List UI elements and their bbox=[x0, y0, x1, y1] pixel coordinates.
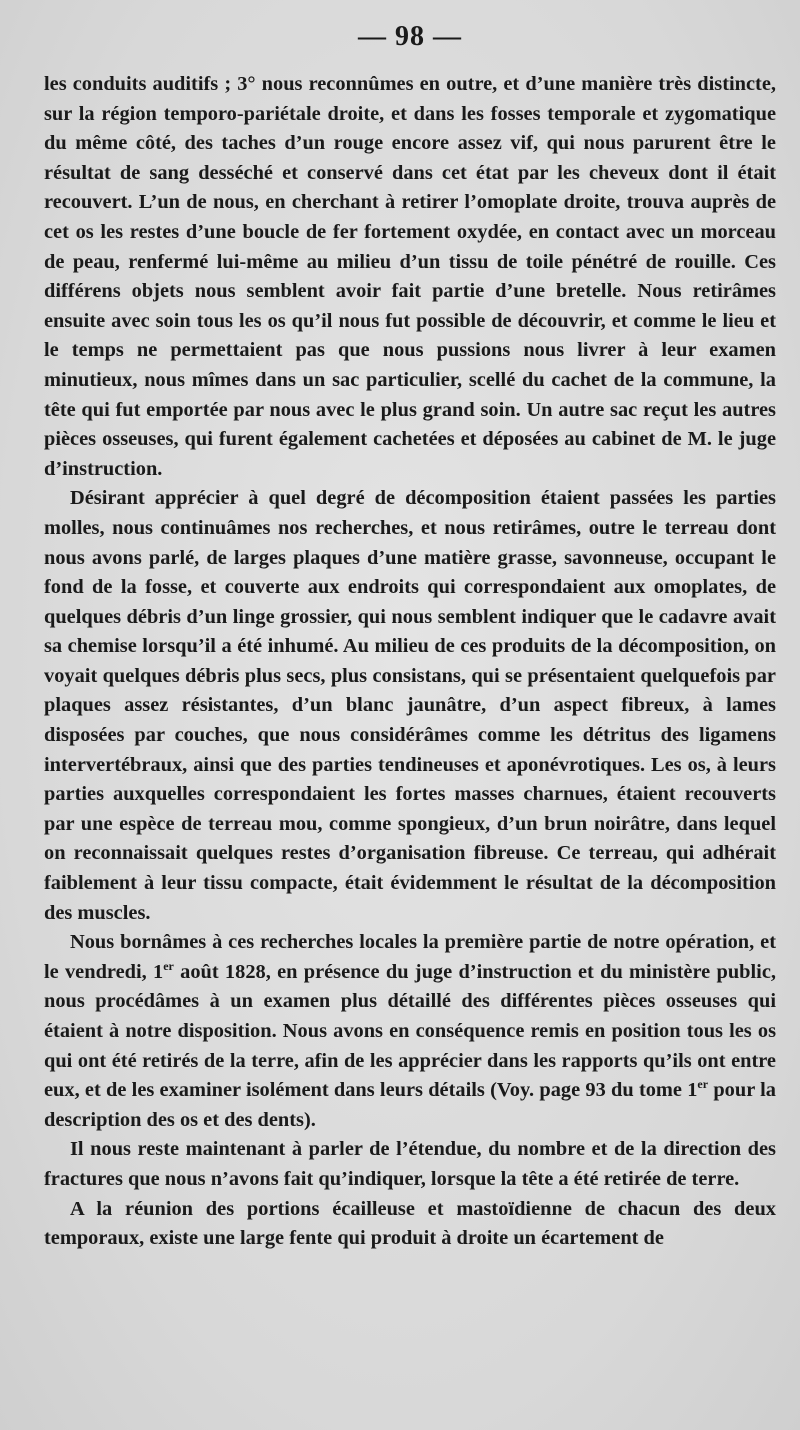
paragraph-5: A la réunion des portions écailleuse et mastoïdienne de chacun des deux temporaux, existe une large fente qui produit à droite un écartement de bbox=[44, 1197, 776, 1250]
ordinal-suffix: er bbox=[697, 1077, 709, 1092]
paragraph-3: Nous bornâmes à ces recherches locales la première partie de notre opération, et le vendredi, 1er août 1828, en présence du juge d’instruction et du ministère public, nous procédâmes à un examen plus détaillé des différentes pièces osseuses qui étaient à notre disposition. Nous avons en conséquence remis en position tous les os qui ont été retirés de la terre, afin de les apprécier dans les rapports qu’ils ont entre eux, et de les examiner isolément dans leurs détails (Voy. page 93 du tome 1er pour la description des os et des dents). bbox=[44, 931, 776, 1131]
paragraph-1: les conduits auditifs ; 3° nous reconnûmes en outre, et d’une manière très distincte, sur la région temporo-pariétale droite, et dans les fosses temporale et zygomatique du même côté, des taches d’un rouge encore assez vif, qui nous parurent être le résultat de sang desséché et conservé dans cet état par les cheveux dont il était recouvert. L’un de nous, en cherchant à retirer l’omoplate droite, trouva auprès de cet os les restes d’une boucle de fer fortement oxydée, en contact avec un morceau de peau, renfermé lui-même au milieu d’un tissu de toile pénétré de rouille. Ces différens objets nous semblent avoir fait partie d’une bretelle. Nous retirâmes ensuite avec soin tous les os qu’il nous fut possible de découvrir, et comme le lieu et le temps ne permettaient pas que nous pussions nous livrer à leur examen minutieux, nous mîmes dans un sac particulier, scellé du cachet de la commune, la tête qui fut emportée par nous avec le plus grand soin. Un autre sac reçut les autres pièces osseuses, qui furent également cachetées et déposées au cabinet de M. le juge d’instruction. bbox=[44, 73, 776, 480]
page-number: — 98 — bbox=[358, 21, 462, 52]
body-text bbox=[44, 70, 776, 1254]
paragraph-2: Désirant apprécier à quel degré de décomposition étaient passées les parties molles, nous continuâmes nos recherches, et nous retirâmes, outre le terreau dont nous avons parlé, de larges plaques d’une matière grasse, savonneuse, occupant le fond de la fosse, et couverte aux endroits qui correspondaient aux omoplates, de quelques débris d’un linge grossier, qui nous semblent indiquer que le cadavre avait sa chemise lorsqu’il a été inhumé. Au milieu de ces produits de la décomposition, on voyait quelques débris plus secs, plus consistans, qui se présentaient quelquefois par plaques assez résistantes, d’un blanc jaunâtre, d’un aspect fibreux, à lames disposées par couches, que nous considérâmes comme les détritus des ligamens intervertébraux, ainsi que des parties tendineuses et aponévrotiques. Les os, à leurs parties auxquelles correspondaient les fortes masses charnues, étaient recouverts par une espèce de terreau mou, comme spongieux, d’un brun noirâtre, dans lequel on reconnaissait quelques restes d’organisation fibreuse. Ce terreau, qui adhérait faiblement à leur tissu compacte, était évidemment le résultat de la décomposition des muscles. bbox=[44, 487, 776, 924]
paragraph-4: Il nous reste maintenant à parler de l’étendue, du nombre et de la direction des fractures que nous n’avons fait qu’indiquer, lorsque la tête a été retirée de terre. bbox=[44, 1138, 776, 1190]
ordinal-suffix: er bbox=[163, 959, 174, 974]
